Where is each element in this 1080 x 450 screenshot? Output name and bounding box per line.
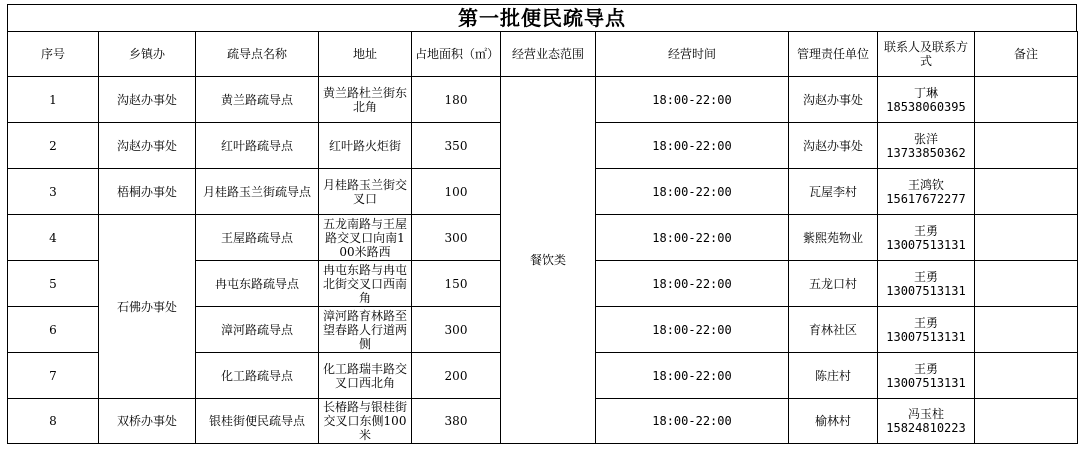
cell-business-hours: 18:00-22:00 bbox=[596, 123, 789, 169]
cell-address: 冉屯东路与冉屯北街交叉口西南角 bbox=[319, 261, 412, 307]
cell-responsible-unit: 沟赵办事处 bbox=[789, 77, 878, 123]
cell-contact bbox=[878, 169, 975, 215]
contact-name: 张洋 bbox=[913, 131, 938, 146]
header-point-name: 疏导点名称 bbox=[196, 32, 319, 77]
contact-name: 王勇 bbox=[913, 223, 938, 238]
cell-contact bbox=[878, 261, 975, 307]
header-business-hours: 经营时间 bbox=[596, 32, 789, 77]
header-area: 占地面积（㎡） bbox=[412, 32, 501, 77]
cell-address: 化工路瑞丰路交叉口西北角 bbox=[319, 353, 412, 399]
contact-name: 王勇 bbox=[913, 269, 938, 284]
cell-area: 300 bbox=[412, 307, 501, 353]
contact-phone: 15617672277 bbox=[886, 191, 966, 206]
cell-no: 7 bbox=[8, 353, 99, 399]
cell-business-hours: 18:00-22:00 bbox=[596, 261, 789, 307]
contact-phone: 13007513131 bbox=[886, 283, 966, 298]
cell-town: 石佛办事处 bbox=[99, 215, 196, 399]
cell-area: 200 bbox=[412, 353, 501, 399]
contact-name: 王勇 bbox=[913, 315, 938, 330]
cell-point-name: 黄兰路疏导点 bbox=[196, 77, 319, 123]
cell-address: 红叶路火炬街 bbox=[319, 123, 412, 169]
cell-responsible-unit: 陈庄村 bbox=[789, 353, 878, 399]
contact-phone: 15824810223 bbox=[886, 421, 966, 435]
cell-no: 2 bbox=[8, 123, 99, 169]
cell-note bbox=[975, 399, 1078, 444]
cell-point-name: 漳河路疏导点 bbox=[196, 307, 319, 353]
cell-point-name: 冉屯东路疏导点 bbox=[196, 261, 319, 307]
cell-contact bbox=[878, 123, 975, 169]
cell-point-name: 月桂路玉兰街疏导点 bbox=[196, 169, 319, 215]
cell-area: 350 bbox=[412, 123, 501, 169]
cell-area: 300 bbox=[412, 215, 501, 261]
cell-no: 1 bbox=[8, 77, 99, 123]
cell-point-name: 红叶路疏导点 bbox=[196, 123, 319, 169]
contact-name: 王鸿钦 bbox=[907, 177, 944, 192]
contact-phone: 18538060395 bbox=[886, 99, 966, 114]
contact-phone: 13007513131 bbox=[886, 375, 966, 390]
header-no: 序号 bbox=[8, 32, 99, 77]
cell-responsible-unit: 育林社区 bbox=[789, 307, 878, 353]
cell-note bbox=[975, 123, 1078, 169]
cell-town: 沟赵办事处 bbox=[99, 123, 196, 169]
cell-area: 150 bbox=[412, 261, 501, 307]
cell-no: 4 bbox=[8, 215, 99, 261]
cell-no: 5 bbox=[8, 261, 99, 307]
cell-address: 黄兰路杜兰街东北角 bbox=[319, 77, 412, 123]
page-title: 第一批便民疏导点 bbox=[7, 4, 1077, 31]
cell-note bbox=[975, 169, 1078, 215]
cell-note bbox=[975, 215, 1078, 261]
cell-responsible-unit: 沟赵办事处 bbox=[789, 123, 878, 169]
cell-no: 3 bbox=[8, 169, 99, 215]
cell-responsible-unit: 五龙口村 bbox=[789, 261, 878, 307]
cell-area: 100 bbox=[412, 169, 501, 215]
cell-address: 漳河路育林路至望春路人行道两侧 bbox=[319, 307, 412, 353]
cell-address: 五龙南路与王屋路交叉口向南100米路西 bbox=[319, 215, 412, 261]
cell-note bbox=[975, 261, 1078, 307]
cell-contact bbox=[878, 307, 975, 353]
cell-address: 月桂路玉兰街交叉口 bbox=[319, 169, 412, 215]
cell-business-hours: 18:00-22:00 bbox=[596, 77, 789, 123]
contact-name: 丁琳 bbox=[913, 85, 938, 100]
header-contact: 联系人及联系方式 bbox=[878, 32, 975, 77]
header-note: 备注 bbox=[975, 32, 1078, 77]
cell-area: 380 bbox=[412, 399, 501, 444]
cell-area: 180 bbox=[412, 77, 501, 123]
cell-note bbox=[975, 353, 1078, 399]
contact-phone: 13007513131 bbox=[886, 329, 966, 344]
cell-responsible-unit: 榆林村 bbox=[789, 399, 878, 444]
cell-business-hours: 18:00-22:00 bbox=[596, 399, 789, 444]
cell-point-name: 化工路疏导点 bbox=[196, 353, 319, 399]
table-row bbox=[8, 77, 1078, 123]
cell-note bbox=[975, 307, 1078, 353]
contact-name: 王勇 bbox=[913, 361, 938, 376]
cell-town: 双桥办事处 bbox=[99, 399, 196, 444]
cell-contact bbox=[878, 215, 975, 261]
cell-contact bbox=[878, 77, 975, 123]
cell-town: 沟赵办事处 bbox=[99, 77, 196, 123]
cell-contact bbox=[878, 399, 975, 444]
cell-note bbox=[975, 77, 1078, 123]
contact-name: 冯玉柱 bbox=[907, 407, 944, 421]
cell-responsible-unit: 紫熙苑物业 bbox=[789, 215, 878, 261]
header-row bbox=[8, 32, 1078, 77]
contact-phone: 13733850362 bbox=[886, 145, 966, 160]
cell-contact bbox=[878, 353, 975, 399]
cell-business-scope: 餐饮类 bbox=[501, 77, 596, 444]
cell-town: 梧桐办事处 bbox=[99, 169, 196, 215]
cell-point-name: 王屋路疏导点 bbox=[196, 215, 319, 261]
guidance-points-table bbox=[7, 31, 1078, 444]
cell-address: 长椿路与银桂街交叉口东侧100米 bbox=[319, 399, 412, 444]
cell-business-hours: 18:00-22:00 bbox=[596, 307, 789, 353]
cell-point-name: 银桂街便民疏导点 bbox=[196, 399, 319, 444]
contact-phone: 13007513131 bbox=[886, 237, 966, 252]
header-responsible-unit: 管理责任单位 bbox=[789, 32, 878, 77]
cell-no: 6 bbox=[8, 307, 99, 353]
header-business-scope: 经营业态范围 bbox=[501, 32, 596, 77]
cell-responsible-unit: 瓦屋李村 bbox=[789, 169, 878, 215]
header-town: 乡镇办 bbox=[99, 32, 196, 77]
cell-business-hours: 18:00-22:00 bbox=[596, 169, 789, 215]
cell-business-hours: 18:00-22:00 bbox=[596, 215, 789, 261]
cell-no: 8 bbox=[8, 399, 99, 444]
cell-business-hours: 18:00-22:00 bbox=[596, 353, 789, 399]
header-address: 地址 bbox=[319, 32, 412, 77]
